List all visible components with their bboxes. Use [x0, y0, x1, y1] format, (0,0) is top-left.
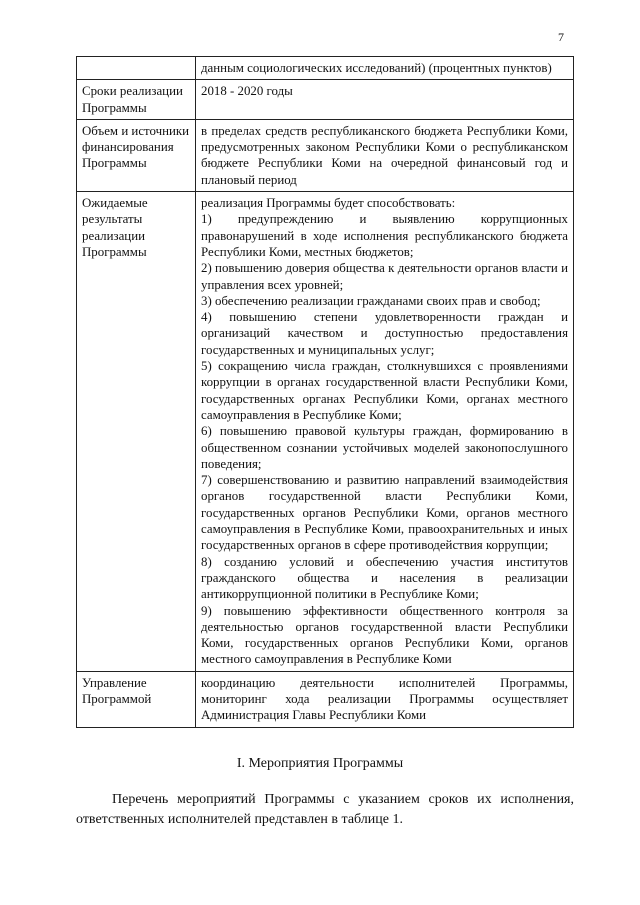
table-row	[77, 57, 574, 80]
value-line: 6) повышению правовой культуры граждан, формированию в общественном сознании устойчивых моделей законопослушного поведения;	[201, 424, 568, 471]
row-label: Сроки реализации Программы	[77, 80, 196, 120]
value-line: координацию деятельности исполнителей Программы, мониторинг хода реализации Программы осуществляет Администрация Главы Республики Коми	[201, 675, 568, 723]
value-line: 5) сокращению числа граждан, столкнувшихся с проявлениями коррупции в органах государственной власти Республики Коми, государственных органах Республики Коми, органах местного самоуправления в Республике Коми;	[201, 359, 568, 422]
row-label	[77, 57, 196, 80]
value-line: данным социологических исследований) (процентных пунктов)	[201, 61, 552, 75]
value-line: 9) повышению эффективности общественного контроля за деятельностью органов государственной власти Республики Коми, государственных органов Республики Коми, органов местного самоуправления в Республике Коми	[201, 603, 568, 667]
table-row	[77, 192, 574, 672]
row-value	[196, 671, 574, 727]
body-paragraph: Перечень мероприятий Программы с указанием сроков их исполнения, ответственных исполнителей представлен в таблице 1.	[76, 792, 574, 827]
table-row	[77, 80, 574, 120]
value-line: 8) созданию условий и обеспечению участия институтов гражданского общества и населения в реализации антикоррупционной политики в Республике Коми;	[201, 554, 568, 602]
section-heading: I. Мероприятия Программы	[236, 756, 404, 771]
value-line: 2018 - 2020 годы	[201, 84, 293, 99]
program-passport-table	[76, 56, 574, 728]
value-line: в пределах средств республиканского бюджета Республики Коми, предусмотренных законом Республики Коми о республиканском бюджете Республики Коми на очередной финансовый год и плановый период	[201, 123, 568, 187]
value-line: 4) повышению степени удовлетворенности граждан и организаций качеством и доступностью предоставления государственных и муниципальных услуг;	[201, 310, 568, 357]
row-value	[196, 80, 574, 120]
row-label: Ожидаемые результаты реализации Программы	[77, 192, 196, 672]
value-line: 3) обеспечению реализации гражданами своих прав и свобод;	[201, 293, 541, 308]
value-line: 1) предупреждению и выявлению коррупционных правонарушений в ходе исполнения республиканского бюджета Республики Коми, местных бюджетов;	[201, 212, 568, 259]
row-label: Управление Программой	[77, 671, 196, 727]
row-label: Объем и источники финансирования Программы	[77, 119, 196, 191]
row-value	[196, 192, 574, 672]
value-line: 7) совершенствованию и развитию направлений взаимодействия органов государственной власти Республики Коми, государственных органов Республики Коми, органов местного самоуправления в Республике Коми, правоохранительных и иных государственных органов в сфере противодействия коррупции;	[201, 473, 568, 553]
page-number: 7	[558, 30, 564, 44]
table-row	[77, 119, 574, 191]
value-line: 2) повышению доверия общества к деятельности органов власти и управления всех уровней;	[201, 261, 568, 292]
row-value	[196, 119, 574, 191]
row-value	[196, 57, 574, 80]
value-line: реализация Программы будет способствовать:	[201, 196, 456, 211]
table-row	[77, 671, 574, 727]
